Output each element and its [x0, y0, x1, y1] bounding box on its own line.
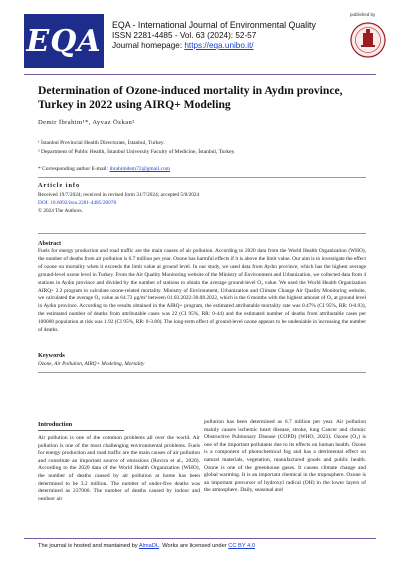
affiliations [38, 139, 368, 157]
corresponding-email-link[interactable]: ibrahimdem72@gmail.com [109, 166, 171, 172]
keywords-heading: Keywords [38, 352, 65, 359]
introduction-heading: Introduction [38, 421, 73, 428]
footer-license-link[interactable]: CC BY 4.0 [228, 543, 255, 549]
published-by-label: published by [350, 12, 376, 17]
homepage-label: Journal homepage: [112, 41, 185, 50]
footer-middle: . Works are licensed under [159, 543, 229, 549]
introduction-column-left: Air pollution is one of the common problems all over the world. Air pollution is one of the most challenging environmental problems. Fuels for energy production and road traffic are the main causes of air pollution and constitute an important source of emissions (Rovira et al., 2020). According to the 2020 data of the World Health Organization (WHO), the number of deaths caused by air pollution at home has been determined to be 3.2 million. The number of under-five deaths was determined as 237000. The number of deaths caused by indoor and outdoor air [38, 435, 200, 502]
article-authors: Demir İbrahim¹*, Ayvaz Özkan² [38, 119, 135, 126]
keywords-list: Ozone, Air Pollution, AIRQ+ Modeling, Mortality [38, 361, 145, 367]
abstract-text: Fuels for energy production and road traffic are the main causes of air pollution. According to 2020 data from the World Health Organization (WHO), the number of deaths from air pollution is 6.7 million per year. Ozone has harmful effects if it is above the limit value. Our aim is to investigate the effect of ozone on mortality when it exceeds the limit value at ground level. In our study, we used data from Aydın province, which has the highest average ground-level ozone level in Turkey. From the Air Quality Monitoring website of the Ministry of Environment and Urbanization, we collected data from 4 stations in Aydın province and divided by the number of stations to obtain the average ground-level O₃ value. We used the World Health Organization AIRQ+ 2.2 program to calculate ozone-related mortality. Ministry of Environment, Urbanization and Climate Change Air Quality Monitoring website, we calculated the average O₃ value as 64.73 µg/m³ between 01.03.2022-30.08.2022, which is the 6 months with the highest amount of O₃ at ground level in Aydın province. According to the results obtained in the AIRQ+ program, the estimated attributable mortality rate was 0.47% (CI 95%, RR: 0-0.93), the estimated number of deaths from attributable cases was 22 (CI 95%, RR: 0-44) and the estimated number of deaths from attributable cases per 100000 population at risk was 1.92 (CI 95%, RR: 0-3.80). The long-term effect of ground-level ozone appears to be undeniable in increasing the number of deaths. [38, 248, 366, 334]
footer-host-link[interactable]: AlmaDL [138, 543, 160, 549]
university-seal-icon [350, 20, 386, 62]
journal-logo: EQA [24, 14, 104, 68]
article-dates: Received 19/7/2024; received in revised form 31/7/2024; accepted 5/8/2024 [38, 192, 200, 198]
corresponding-author [38, 166, 170, 172]
divider [38, 177, 366, 178]
header-divider [24, 74, 376, 75]
corresponding-label: * Corresponding author E-mail: [38, 166, 110, 172]
journal-issn: ISSN 2281-4485 - Vol. 63 (2024): 52-57 [112, 30, 257, 40]
introduction-underline [38, 430, 124, 431]
page-footer [38, 543, 255, 549]
affiliation-2: ² Department of Public Health, İstanbul University Faculty of Medicine, İstanbul, Turkey. [38, 149, 236, 155]
article-copyright: © 2024 The Authors. [38, 208, 83, 215]
article-title: Determination of Ozone-induced mortality in Aydın province, Turkey in 2022 using AIRQ+ Modeling [38, 84, 343, 112]
article-info [38, 191, 368, 216]
journal-header [112, 20, 342, 52]
article-doi[interactable]: DOI: 10.6092/issn.2281-4485/20078 [38, 200, 117, 207]
footer-divider [24, 538, 376, 539]
homepage-link[interactable]: https://eqa.unibo.it/ [184, 41, 254, 50]
affiliation-1: ¹ İstanbul Provincial Health Directorate, İstanbul, Turkey. [38, 140, 165, 146]
divider [38, 233, 366, 234]
journal-homepage [112, 41, 342, 52]
introduction-column-right: pollution has been determined as 6.7 million per year. Air pollution mainly causes ischemic heart disease, stroke, lung Cancer and chronic Obstructive Pulmonary Disease (COPD) (WHO, 2023). Ozone (O₃) is one of the important pollutants due to its effects on human health. Ozone is a component of photochemical fog and has a detrimental effect on natural materials, vegetation, manufactured goods and public health. Ozone is one of the greenhouse gases. It causes climate change and global warming. It is an important chemical in the troposphere. Ozone is an important precursor of hydroxyl radical (OH) in the lower layers of the atmosphere. Daily, seasonal and [204, 419, 366, 494]
journal-name: EQA - International Journal of Environmental Quality [112, 20, 316, 30]
abstract-heading: Abstract [38, 240, 62, 247]
article-info-heading: Article info [38, 182, 81, 189]
footer-prefix: The journal is hosted and mantained by [38, 543, 139, 549]
divider [38, 372, 366, 373]
